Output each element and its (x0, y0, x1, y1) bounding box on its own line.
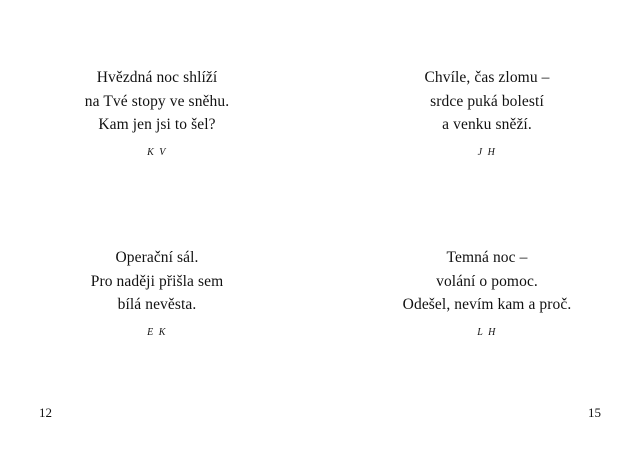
poem-bottom-right (377, 246, 597, 338)
poem-line: Kam jen jsi to šel? (98, 116, 216, 133)
poem-lines (377, 66, 597, 137)
poem-line: a venku sněží. (442, 116, 532, 133)
poem-line: bílá nevěsta. (117, 296, 197, 313)
poem-line: Temná noc – (446, 249, 528, 266)
page-number-left: 12 (39, 405, 52, 420)
poem-line: srdce puká bolestí (430, 92, 544, 110)
poem-line: na Tvé stopy ve sněhu. (84, 92, 230, 110)
poem-line: Chvíle, čas zlomu – (424, 69, 550, 86)
poem-top-right (377, 66, 597, 158)
poem-line: Operační sál. (115, 249, 199, 266)
poem-line: Pro naději přišla sem (90, 272, 224, 290)
poem-bottom-left (47, 246, 267, 338)
poem-line: Odešel, nevím kam a proč. (402, 296, 572, 313)
page-number-right: 15 (588, 405, 601, 420)
poem-lines (47, 246, 267, 317)
author-initials: L H (477, 326, 497, 338)
poem-lines (47, 66, 267, 137)
author-initials: E K (147, 326, 167, 338)
poem-top-left (47, 66, 267, 158)
poem-lines (377, 246, 597, 317)
author-initials: J H (477, 146, 497, 158)
poem-line: volání o pomoc. (436, 272, 538, 290)
author-initials: K V (147, 146, 167, 158)
poem-line: Hvězdná noc shlíží (96, 69, 218, 86)
